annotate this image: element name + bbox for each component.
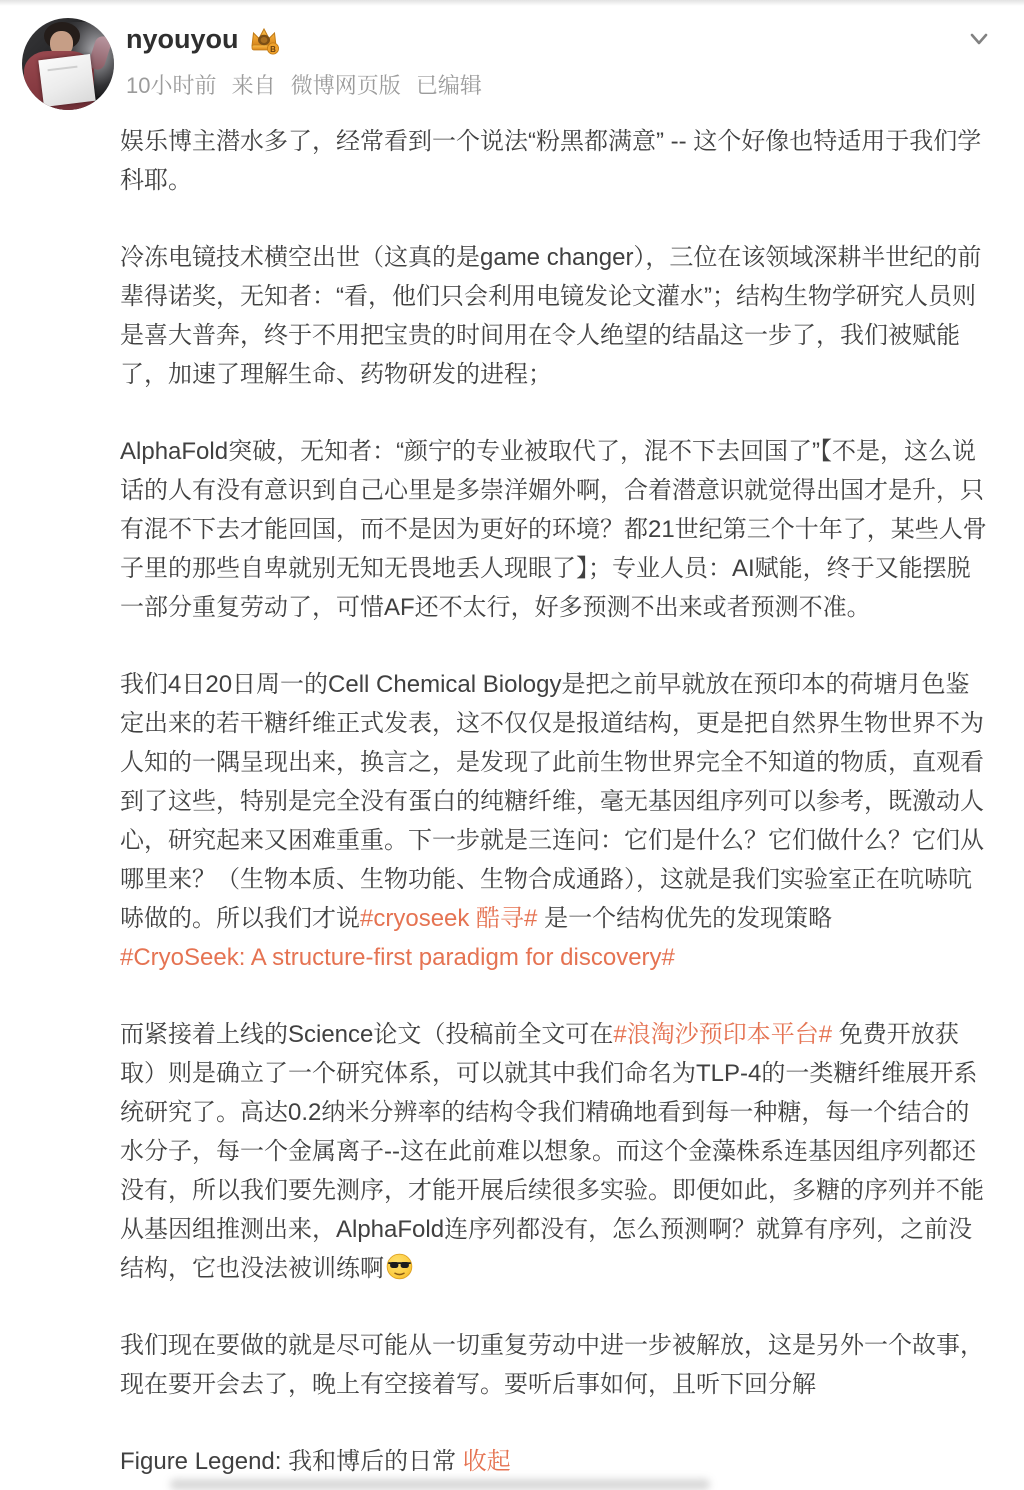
- post-paragraph: [120, 1442, 988, 1481]
- collapse-link[interactable]: 收起: [462, 1448, 511, 1475]
- avatar-paper: [38, 54, 95, 107]
- hashtag-cryoseek-en-link[interactable]: #CryoSeek: A structure-first paradigm for discovery#: [120, 944, 675, 971]
- text-run: 娱乐博主潜水多了，经常看到一个说法“粉黑都满意” -- 这个好像也特适用于我们学科耶。: [120, 128, 982, 194]
- text-run: Figure Legend: 我和博后的日常: [120, 1448, 463, 1475]
- post-paragraph: [120, 1015, 988, 1288]
- post-paragraph: [120, 665, 988, 977]
- post-time: 10小时前: [126, 73, 217, 98]
- text-run: 我们现在要做的就是尽可能从一切重复劳动中进一步被解放，这是另外一个故事，现在要开会去了，晚上有空接着写。要听后事如何，且听下回分解: [120, 1332, 984, 1398]
- source-link[interactable]: 微博网页版: [290, 73, 401, 98]
- post-paragraph: [120, 432, 988, 627]
- post-header: [22, 18, 988, 110]
- chevron-down-icon[interactable]: [964, 24, 994, 54]
- avatar[interactable]: [22, 18, 114, 110]
- text-run: 免费开放获取）则是确立了一个研究体系，可以就其中我们命名为TLP-4的一类糖纤维展开系统研究了。高达0.2纳米分辨率的结构令我们精确地看到每一种糖，每一个结合的水分子，每一个金属离子--这在此前难以想象。而这个金藻株系连基因组序列都还没有，所以我们要先测序，才能开展后续很多实验。即便如此，多糖的序列并不能从基因组推测出来，AlphaFold连序列都没有，怎么预测啊？就算有序列，之前没结构，它也没法被训练啊: [120, 1021, 984, 1282]
- source-label: 来自: [231, 73, 276, 98]
- post-paragraph: [120, 1326, 988, 1404]
- text-run: 是一个结构优先的发现策略: [537, 905, 833, 932]
- avatar-caption: ··: [32, 99, 39, 106]
- hashtag-cryoseek-link[interactable]: #cryoseek 酷寻#: [360, 905, 538, 932]
- sunglasses-emoji: [386, 1253, 413, 1280]
- text-run: 而紧接着上线的Science论文（投稿前全文可在: [120, 1021, 614, 1048]
- post-paragraph: [120, 122, 988, 200]
- text-run: AlphaFold突破，无知者：“颜宁的专业被取代了，混不下去回国了”【不是，这么说话的人有没有意识到自己心里是多崇洋媚外啊，合着潜意识就觉得出国才是升，只有混不下去才能回国，而不是因为更好的环境？都21世纪第三个十年了，某些人骨子里的那些自卑就别无知无畏地丢人现眼了】；专业人员：AI赋能，终于又能摆脱一部分重复劳动了，可惜AF还不太行，好多预测不出来或者预测不准。: [120, 438, 987, 621]
- text-run: 我们4日20日周一的Cell Chemical Biology是把之前早就放在预印本的荷塘月色鉴定出来的若干糖纤维正式发表，这不仅仅是报道结构，更是把自然界生物世界不为人知的一隅呈现出来，换言之，是发现了此前生物世界完全不知道的物质，直观看到了这些，特别是完全没有蛋白的纯糖纤维，毫无基因组序列可以参考，既激动人心，研究起来又困难重重。下一步就是三连问：它们是什么？它们做什么？它们从哪里来？（生物本质、生物功能、生物合成通路），这就是我们实验室正在吭哧吭哧做的。所以我们才说: [120, 671, 984, 932]
- username[interactable]: nyouyou: [126, 24, 239, 54]
- post-body: [120, 122, 988, 1481]
- hashtag-langtaosha-link[interactable]: #浪淘沙预印本平台#: [613, 1021, 833, 1048]
- post-meta: [126, 69, 491, 100]
- post-paragraph: [120, 238, 988, 394]
- vip-crown-icon[interactable]: [248, 25, 280, 55]
- svg-text:B: B: [269, 44, 276, 54]
- edited-label: 已编辑: [415, 73, 482, 98]
- text-run: 冷冻电镜技术横空出世（这真的是game changer），三位在该领域深耕半世纪的前辈得诺奖，无知者：“看，他们只会利用电镜发论文灌水”；结构生物学研究人员则是喜大普奔，终于不用把宝贵的时间用在令人绝望的结晶这一步了，我们被赋能了，加速了理解生命、药物研发的进程；: [120, 244, 982, 388]
- header-info: [126, 18, 491, 100]
